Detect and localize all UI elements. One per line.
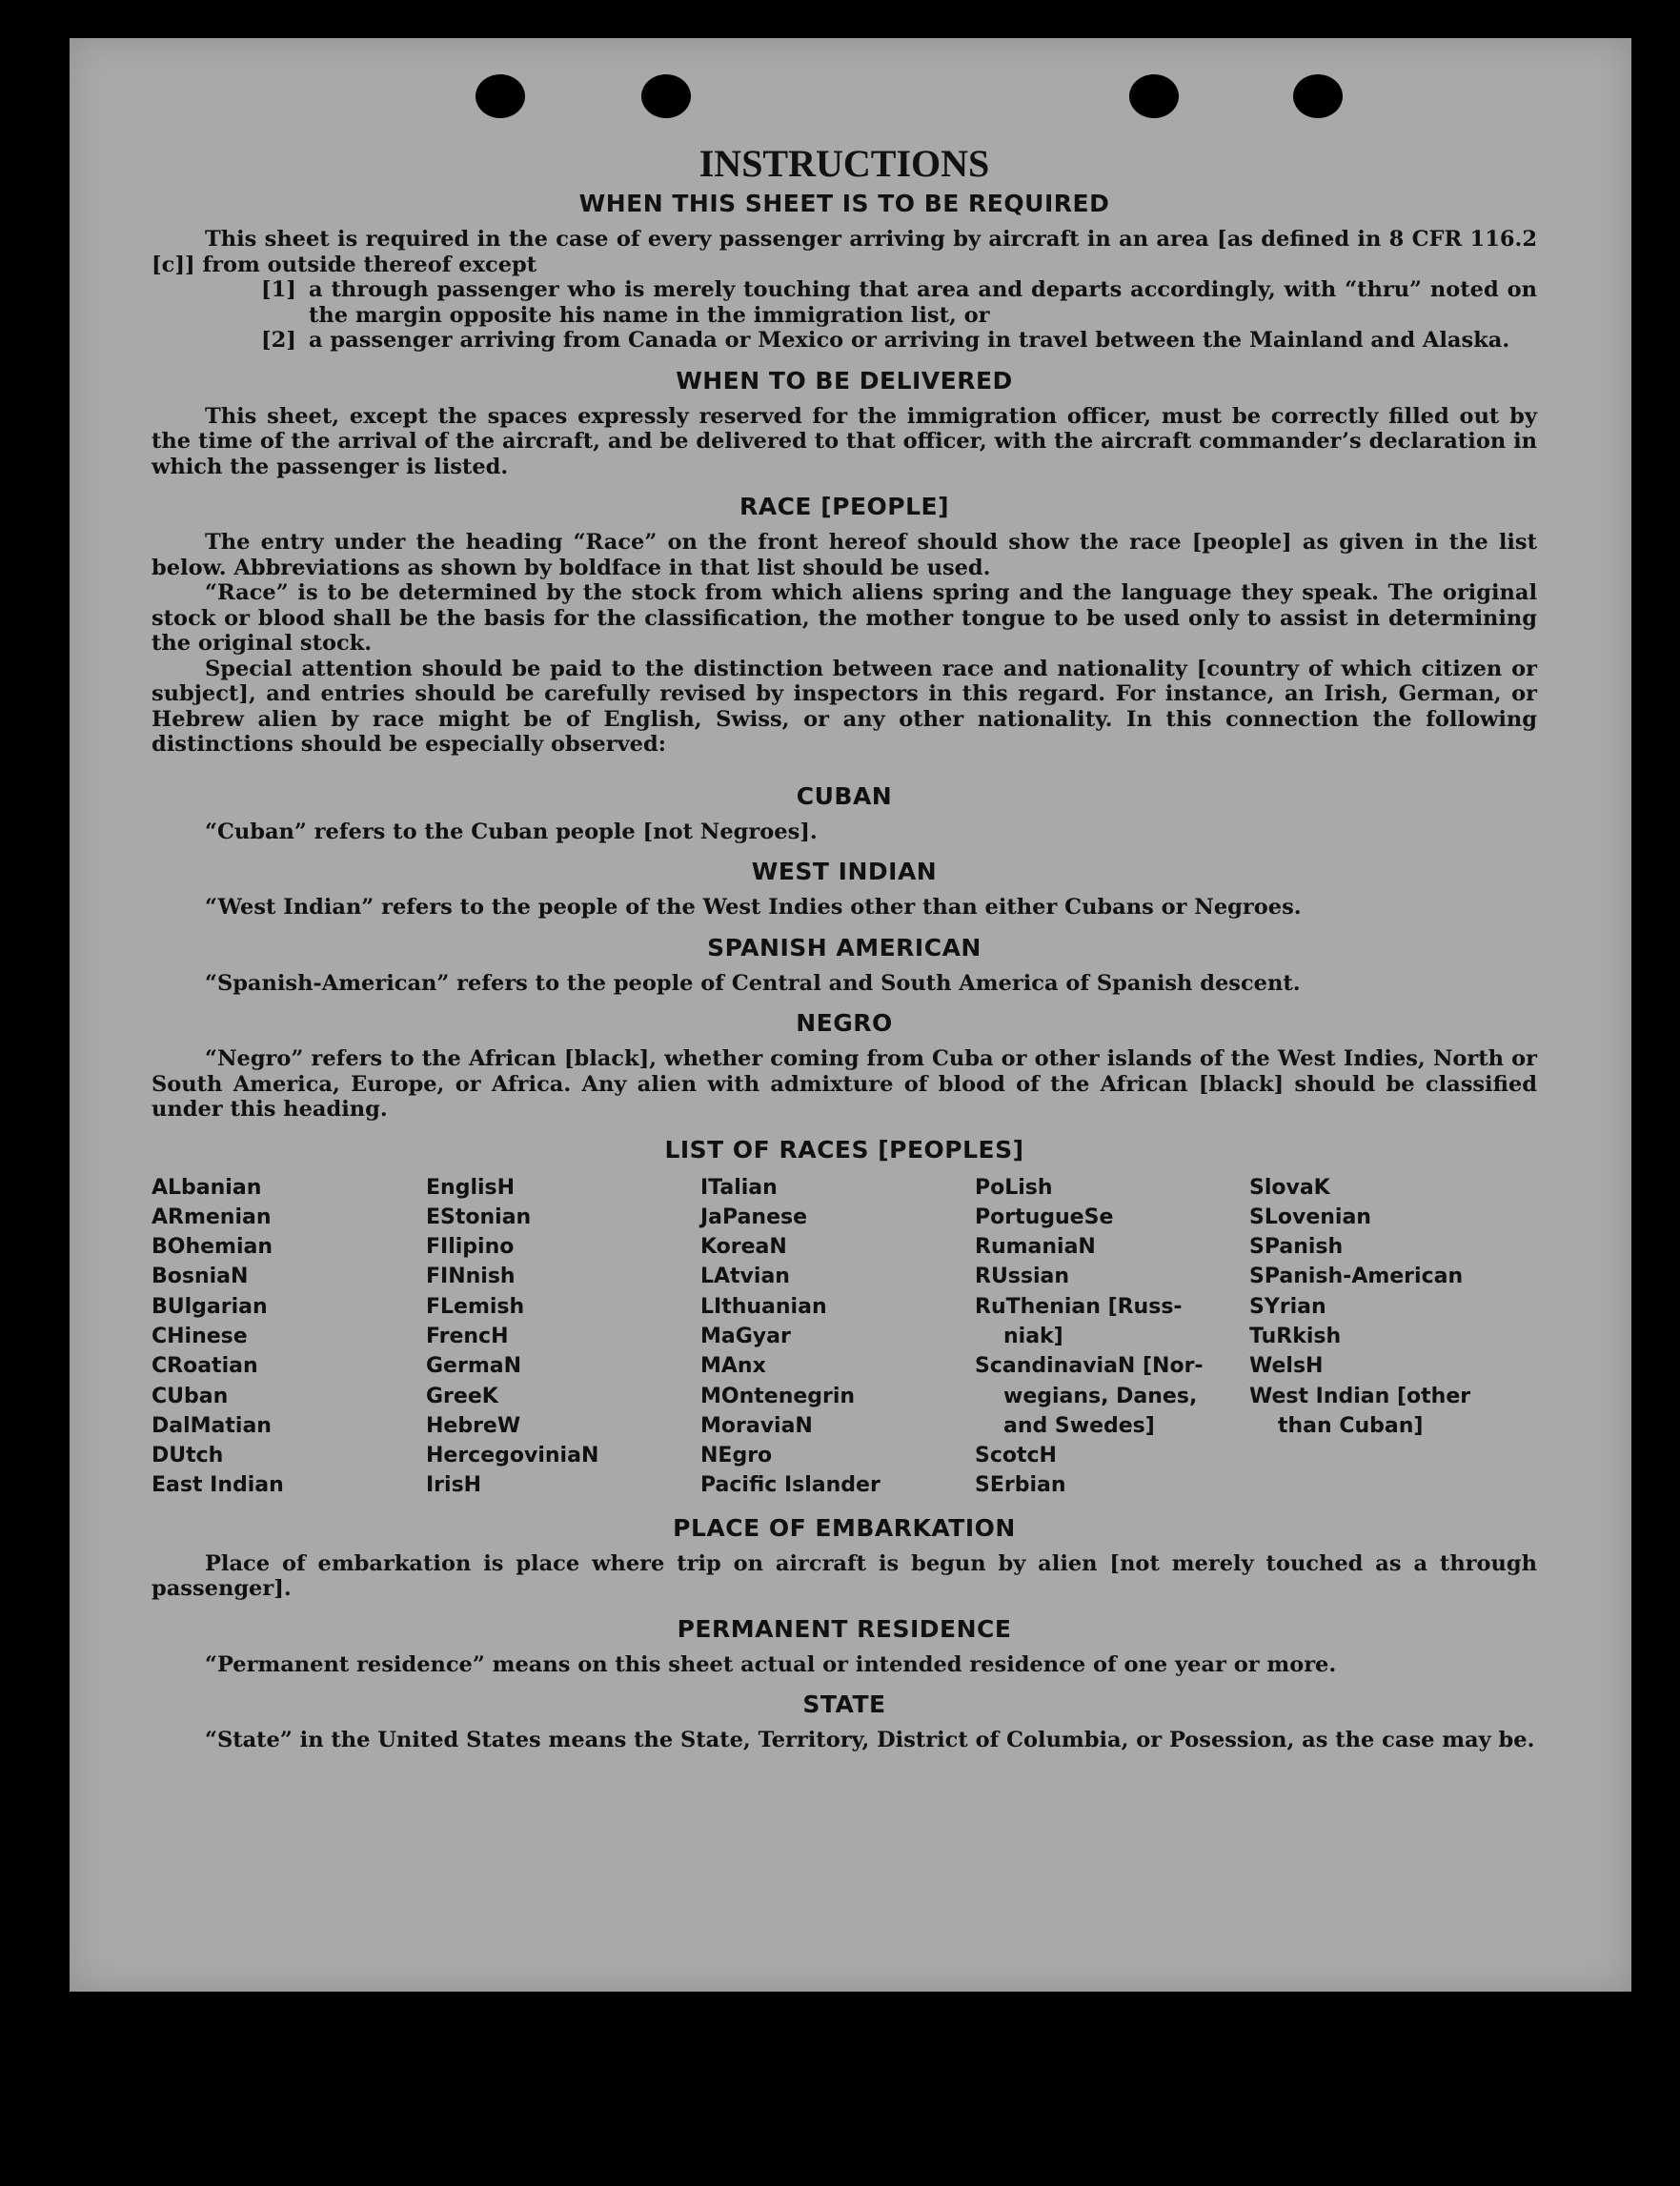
race-item: GermaN bbox=[426, 1354, 522, 1379]
race-column bbox=[152, 1173, 426, 1501]
required-intro: This sheet is required in the case of every passenger arriving by aircraft in an area [as defined in 8 CFR 116.2 [c]] from outside thereof except bbox=[152, 227, 1537, 277]
race-item: CHinese bbox=[152, 1324, 248, 1348]
race-column bbox=[1249, 1173, 1535, 1501]
heading-delivered: WHEN TO BE DELIVERED bbox=[676, 366, 1013, 395]
delivered-text: This sheet, except the spaces expressly reserved for the immigration officer, must be correctly filled out by the time of the arrival of the aircraft, and be delivered to that officer, with the aircraft commander’s declaration in which the passenger is listed. bbox=[152, 403, 1537, 479]
race-item: CUban bbox=[152, 1384, 229, 1408]
heading-permanent-residence: PERMANENT RESIDENCE bbox=[677, 1614, 1012, 1643]
race-item: EStonian bbox=[426, 1204, 532, 1229]
punch-hole bbox=[1293, 74, 1343, 118]
race-item: SLovenian bbox=[1249, 1204, 1371, 1229]
punch-hole bbox=[641, 74, 691, 118]
race-paragraph: Special attention should be paid to the distinction between race and nationality [country of which citizen or subject], and entries should be carefully revised by inspectors in this regard. For instance, an Irish, German, or Hebrew alien by race might be of English, Swiss, or any other nationality. In this connection the following distinctions should be especially observed: bbox=[152, 656, 1537, 757]
race-item: JaPanese bbox=[700, 1204, 808, 1229]
page-title: INSTRUCTIONS bbox=[698, 142, 990, 185]
heading-required: WHEN THIS SHEET IS TO BE REQUIRED bbox=[578, 190, 1110, 217]
spanish-american-text: “Spanish-American” refers to the people of Central and South America of Spanish descent. bbox=[205, 970, 1301, 996]
document-content bbox=[152, 141, 1537, 1753]
race-item: ALbanian bbox=[152, 1175, 262, 1200]
race-item: CRoatian bbox=[152, 1354, 258, 1379]
race-item: ScandinaviaN [Nor- bbox=[975, 1354, 1204, 1379]
race-item: MAnx bbox=[700, 1354, 766, 1379]
race-item: niak] bbox=[1003, 1324, 1063, 1348]
race-item: MOntenegrin bbox=[700, 1384, 856, 1408]
race-item: BUlgarian bbox=[152, 1294, 268, 1319]
exception-number: [2] bbox=[261, 328, 296, 353]
heading-list-of-races: LIST OF RACES [PEOPLES] bbox=[664, 1135, 1024, 1164]
race-item: DUtch bbox=[152, 1444, 224, 1468]
exception-item bbox=[261, 328, 1537, 354]
race-column bbox=[426, 1173, 700, 1501]
exception-text: a through passenger who is merely touching that area and departs accordingly, with “thru” noted on the margin opposite his name in the immigration list, or bbox=[309, 277, 1537, 328]
race-column bbox=[700, 1173, 975, 1501]
race-item: MoraviaN bbox=[700, 1413, 813, 1438]
race-item: FLemish bbox=[426, 1294, 525, 1319]
punch-hole bbox=[476, 74, 525, 118]
race-item: RuThenian [Russ- bbox=[975, 1294, 1183, 1319]
race-item: KoreaN bbox=[700, 1235, 787, 1260]
race-item: FINnish bbox=[426, 1265, 516, 1289]
race-item: SPanish bbox=[1249, 1235, 1344, 1260]
race-list bbox=[152, 1173, 1537, 1501]
race-item: than Cuban] bbox=[1278, 1413, 1424, 1438]
race-item: BosniaN bbox=[152, 1265, 249, 1289]
race-item: WelsH bbox=[1249, 1354, 1324, 1379]
race-item: LIthuanian bbox=[700, 1294, 827, 1319]
heading-negro: NEGRO bbox=[796, 1009, 893, 1037]
heading-cuban: CUBAN bbox=[796, 781, 893, 810]
race-item: GreeK bbox=[426, 1384, 498, 1408]
race-item: ScotcH bbox=[975, 1444, 1057, 1468]
negro-text: “Negro” refers to the African [black], whether coming from Cuba or other islands of the West Indies, North or South America, Europe, or Africa. Any alien with admixture of blood of the African [black] should be classified under this heading. bbox=[152, 1046, 1537, 1122]
heading-embarkation: PLACE OF EMBARKATION bbox=[673, 1513, 1016, 1542]
race-item: BOhemian bbox=[152, 1235, 273, 1260]
heading-spanish-american: SPANISH AMERICAN bbox=[707, 933, 982, 961]
race-item: TuRkish bbox=[1249, 1324, 1342, 1348]
exception-number: [1] bbox=[261, 277, 296, 302]
race-item: ARmenian bbox=[152, 1204, 272, 1229]
race-item: SlovaK bbox=[1249, 1175, 1330, 1200]
race-item: SYrian bbox=[1249, 1294, 1326, 1319]
heading-state: STATE bbox=[802, 1690, 886, 1719]
race-item: East Indian bbox=[152, 1473, 284, 1498]
race-item: RumaniaN bbox=[975, 1235, 1096, 1260]
race-item: SPanish-American bbox=[1249, 1265, 1464, 1289]
race-item: MaGyar bbox=[700, 1324, 791, 1348]
race-item: PortugueSe bbox=[975, 1204, 1114, 1229]
race-item: LAtvian bbox=[700, 1265, 790, 1289]
race-item: NEgro bbox=[700, 1444, 773, 1468]
punch-hole bbox=[1129, 74, 1179, 118]
race-item: RUssian bbox=[975, 1265, 1070, 1289]
race-column bbox=[975, 1173, 1249, 1501]
race-item: Pacific Islander bbox=[700, 1473, 880, 1498]
document-sheet bbox=[70, 38, 1631, 1992]
residence-text: “Permanent residence” means on this sheet actual or intended residence of one year or more. bbox=[205, 1651, 1337, 1677]
embarkation-text: Place of embarkation is place where trip on aircraft is begun by alien [not merely touched as a through passenger]. bbox=[152, 1550, 1537, 1602]
cuban-text: “Cuban” refers to the Cuban people [not Negroes]. bbox=[205, 819, 818, 844]
race-item: IrisH bbox=[426, 1473, 482, 1498]
race-item: HercegoviniaN bbox=[426, 1444, 599, 1468]
race-item: and Swedes] bbox=[1003, 1413, 1155, 1438]
race-item: ITalian bbox=[700, 1175, 778, 1200]
race-item: wegians, Danes, bbox=[1003, 1384, 1198, 1408]
race-paragraph: “Race” is to be determined by the stock from which aliens spring and the language they speak. The original stock or blood shall be the basis for the classification, the mother tongue to be used only to assist in determining the original stock. bbox=[152, 580, 1537, 656]
race-item: West Indian [other bbox=[1249, 1384, 1471, 1408]
race-item: FIlipino bbox=[426, 1235, 515, 1260]
exception-item bbox=[261, 277, 1537, 328]
race-item: EnglisH bbox=[426, 1175, 516, 1200]
state-text: “State” in the United States means the State, Territory, District of Columbia, or Posession, as the case may be. bbox=[205, 1728, 1535, 1753]
race-item: HebreW bbox=[426, 1413, 521, 1438]
west-indian-text: “West Indian” refers to the people of the West Indies other than either Cubans or Negroes. bbox=[205, 895, 1302, 920]
race-item: FrencH bbox=[426, 1324, 509, 1348]
heading-race: RACE [PEOPLE] bbox=[739, 493, 950, 520]
race-item: PoLish bbox=[975, 1175, 1053, 1200]
race-item: DalMatian bbox=[152, 1413, 272, 1438]
race-paragraph: The entry under the heading “Race” on the front hereof should show the race [people] as given in the list below. Abbreviations as shown by boldface in that list should be used. bbox=[152, 530, 1537, 580]
race-item: SErbian bbox=[975, 1473, 1066, 1498]
heading-west-indian: WEST INDIAN bbox=[751, 858, 938, 885]
exception-text: a passenger arriving from Canada or Mexico or arriving in travel between the Mainland and Alaska. bbox=[309, 328, 1510, 353]
